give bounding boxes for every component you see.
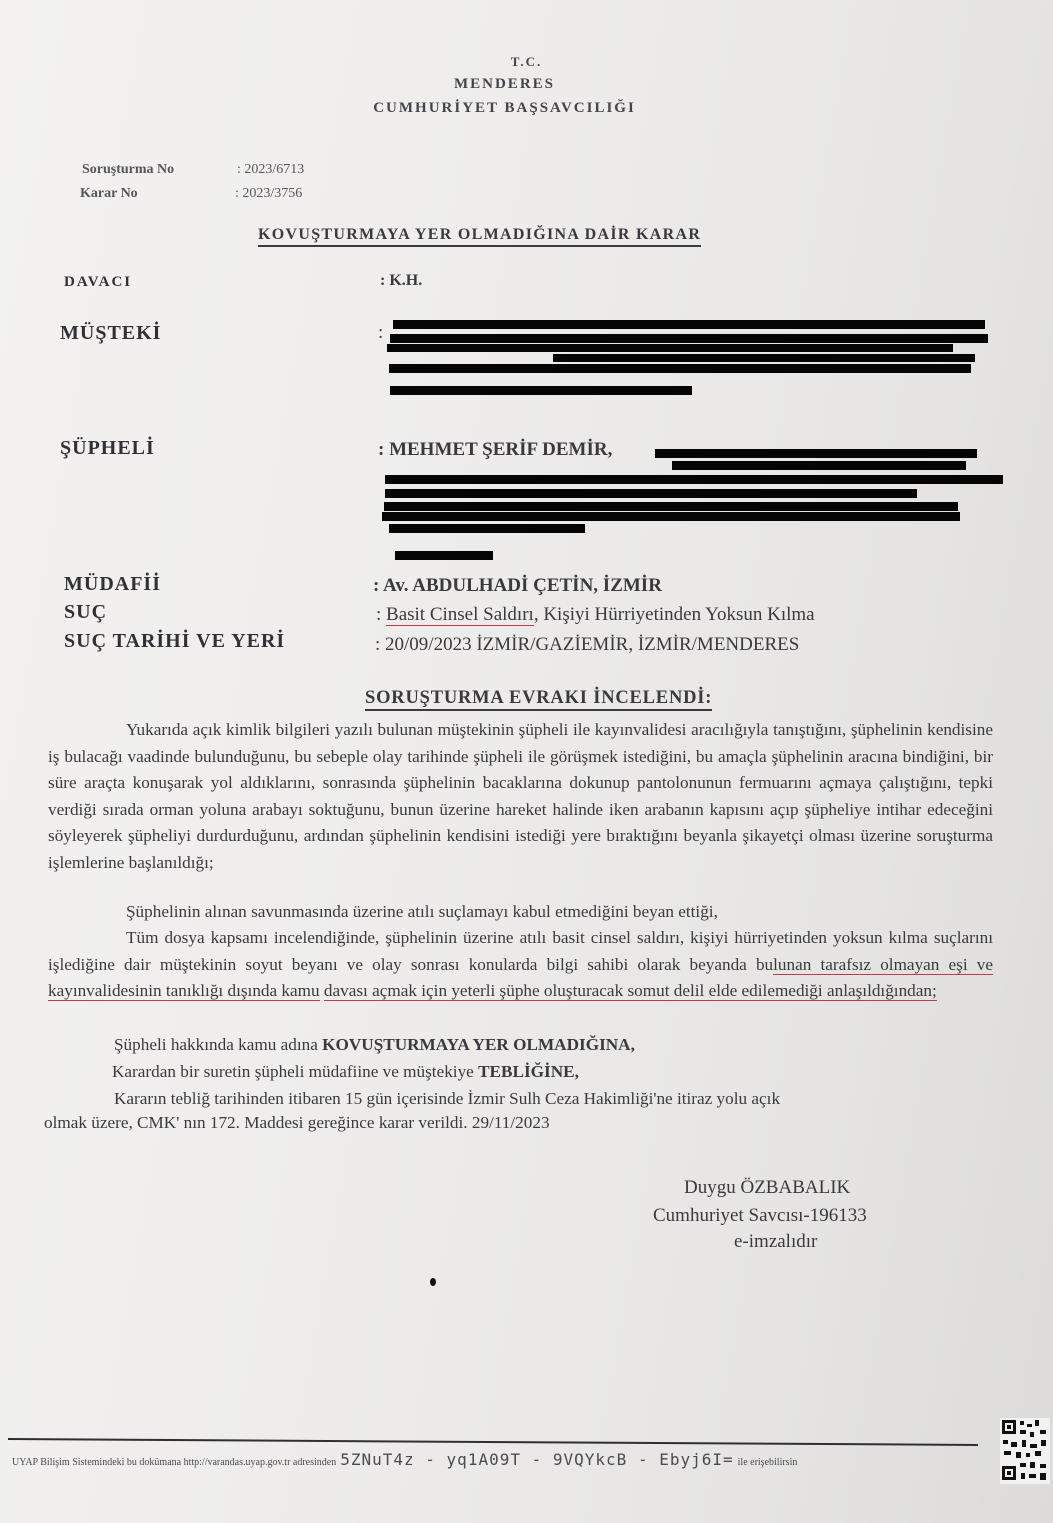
p3-part-a: Tüm dosya kapsamı incelendiğinde, şüphelinin üzerine atılı basit cinsel saldırı, kişiyi hürriyetinden yoksun kılma suçlarını işlediğine dair müştekinin soyut beyanı ve olay sonrası konularda bilgi sahibi olarak beyanda bu (48, 928, 993, 974)
redaction-bar (393, 320, 985, 329)
tarih-value: : 20/09/2023 İZMİR/GAZİEMİR, İZMİR/MENDERES (375, 634, 800, 655)
musteki-value: : (378, 322, 384, 343)
redaction-bar (384, 502, 958, 511)
signature-title: Cumhuriyet Savcısı-196133 (653, 1205, 867, 1226)
tarih-label: SUÇ TARİHİ VE YERİ (64, 630, 286, 652)
footer-code: 5ZNuT4z - yq1A09T - 9VQYkcB - Ebyj6I= (340, 1450, 734, 1469)
line-itiraz: Kararın tebliğ tarihinden itibaren 15 gün içerisinde İzmir Sulh Ceza Hakimliği'ne itiraz yolu açık (114, 1089, 781, 1108)
redaction-bar (390, 334, 988, 343)
header-menderes: MENDERES (453, 76, 555, 92)
karar-no (80, 186, 303, 202)
ink-mark (430, 1278, 436, 1286)
redaction-bar (389, 364, 971, 373)
musteki-label: MÜŞTEKİ (60, 322, 162, 344)
p3-part-b: lunan tarafsız olmayan eşi ve kayınvalidesinin tanıklığı dışında kamu (48, 954, 993, 1000)
qr-code-icon (1000, 1418, 1050, 1484)
paragraph-1: Yukarıda açık kimlik bilgileri yazılı bulunan müştekinin şüpheli ile kayınvalidesi aracılığıyla tanıştığını, şüphelinin kendisine iş bulacağı vaadinde bulunduğunu, bu sebeple olay tarihinde şüpheli ile görüşmek istediğini, bu amaçla şüphelinin aracına bindiğini, bir süre araçta konuşarak yol aldıklarını, sonrasında şüphelinin bacaklarına dokunup pantolonunun fermuarını açmaya çalıştığını, tepki verdiği sırada orman yoluna arabayı soktuğunu, bunun üzerine hareket halinde iken arabanın kapısını açıp şüpheliye intihar edeceğini söyleyerek şüpheliyi durdurduğunu, ardından şüphelinin kendisini istediği yere bıraktığını beyanla şikayetçi olması üzerine soruşturma işlemlerine başlanıldığı; (48, 720, 993, 872)
signature-name: Duygu ÖZBABALIK (684, 1177, 851, 1198)
davaci-label: DAVACI (64, 274, 133, 290)
redaction-bar (382, 512, 960, 521)
redaction-bar (387, 344, 953, 352)
mudafii-label: MÜDAFİİ (64, 573, 161, 595)
redaction-bar (395, 551, 493, 560)
footer-suffix: ile erişebilirsin (737, 1457, 798, 1468)
header-office: CUMHURİYET BAŞSAVCILIĞI (373, 100, 636, 116)
section-title: SORUŞTURMA EVRAKI İNCELENDİ: (365, 688, 712, 711)
line-teblig (112, 1062, 579, 1082)
header-tc: T.C. (510, 54, 543, 69)
decision-title: KOVUŞTURMAYA YER OLMADIĞINA DAİR KARAR (258, 226, 701, 247)
mudafii-value: : Av. ABDULHADİ ÇETİN, İZMİR (373, 575, 662, 596)
redaction-bar (385, 475, 1003, 484)
sorusturma-value: : 2023/6713 (237, 162, 305, 177)
karar-label: Karar No (80, 186, 138, 201)
p3-part-c: davası açmak için yeterli şüphe oluşturacak somut delil elde edilemediği anlaşıldığından; (323, 981, 937, 1000)
suc-rest: , Kişiyi Hürriyetinden Yoksun Kılma (533, 604, 815, 625)
redaction-bar (672, 461, 966, 470)
davaci-value: : K.H. (380, 272, 423, 289)
line-cmk: olmak üzere, CMK' nın 172. Maddesi gereğince karar verildi. 29/11/2023 (44, 1113, 550, 1132)
sorusturma-no (82, 162, 305, 178)
signature-note: e-imzalıdır (734, 1231, 818, 1252)
sorusturma-label: Soruşturma No (82, 162, 175, 177)
suc-label: SUÇ (64, 601, 108, 623)
paragraph-3 (48, 925, 993, 1005)
redaction-bar (390, 386, 692, 395)
l5-text: Karardan bir suretin şüpheli müdafiine ve müştekiye (112, 1062, 479, 1081)
l5-bold: TEBLİĞİNE, (478, 1062, 579, 1081)
footer-prefix: UYAP Bilişim Sistemindeki bu dokümana http://varandas.uyap.gov.tr adresinden (12, 1457, 337, 1468)
supheli-label: ŞÜPHELİ (60, 437, 155, 459)
line-kovusturma (114, 1035, 635, 1055)
suc-prefix: : (376, 604, 387, 625)
karar-value: : 2023/3756 (235, 186, 303, 201)
suc-underlined: Basit Cinsel Saldırı (386, 604, 534, 625)
footer-rule (8, 1438, 978, 1446)
redaction-bar (655, 449, 977, 458)
paragraph-2: Şüphelinin alınan savunmasında üzerine atılı suçlamayı kabul etmediğini beyan ettiği, (126, 902, 718, 921)
footer-verification (12, 1450, 797, 1470)
redaction-bar (553, 354, 975, 362)
supheli-value: : MEHMET ŞERİF DEMİR, (378, 439, 613, 460)
redaction-bar (385, 489, 917, 498)
l4-text: Şüpheli hakkında kamu adına (114, 1035, 323, 1054)
suc-value (376, 604, 815, 626)
l4-bold: KOVUŞTURMAYA YER OLMADIĞINA, (322, 1035, 635, 1054)
redaction-bar (389, 524, 585, 533)
